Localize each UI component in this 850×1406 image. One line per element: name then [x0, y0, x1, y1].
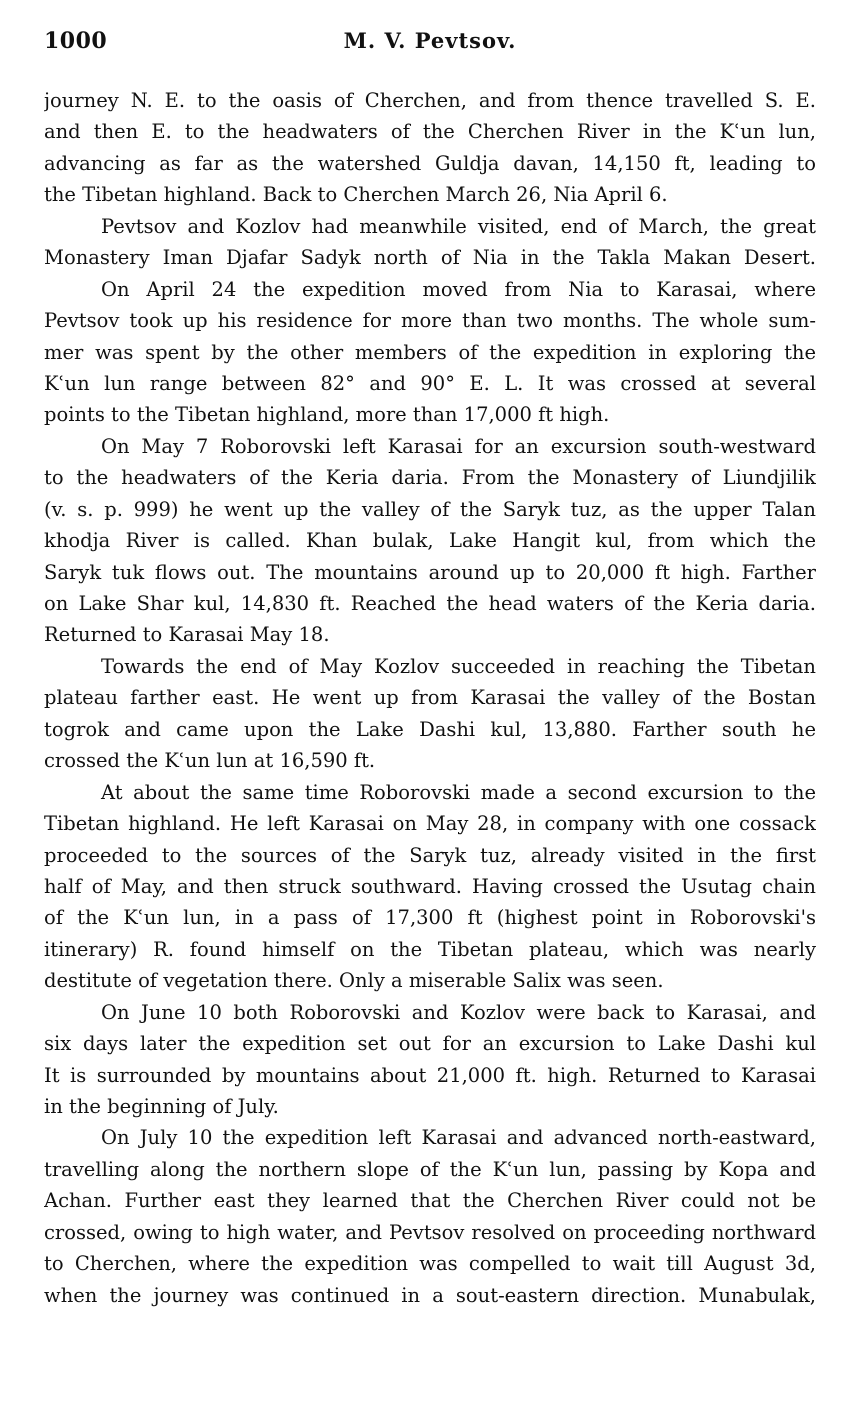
paragraph — [44, 1122, 816, 1311]
text-line: itinerary) R. found himself on the Tibetan plateau, which was nearly — [44, 937, 816, 961]
text-line: Saryk tuk flows out. The mountains around up to 20,000 ft high. Farther — [44, 560, 816, 584]
text-line: On June 10 both Roborovski and Kozlov were back to Karasai, and — [101, 1000, 816, 1024]
text-line: of the Kʿun lun, in a pass of 17,300 ft (highest point in Roborovski's — [44, 906, 816, 930]
body-text — [44, 85, 816, 1311]
text-line: On May 7 Roborovski left Karasai for an excursion south-westward — [101, 434, 816, 458]
text-line: and then E. to the headwaters of the Cherchen River in the Kʿun lun, — [44, 120, 816, 144]
paragraph — [44, 651, 816, 777]
text-line: plateau farther east. He went up from Karasai the valley of the Bostan — [44, 686, 816, 710]
text-line: the Tibetan highland. Back to Cherchen March 26, Nia April 6. — [44, 183, 668, 207]
text-line: togrok and came upon the Lake Dashi kul, 13,880. Farther south he — [44, 717, 816, 741]
text-line: On April 24 the expedition moved from Nia to Karasai, where — [101, 277, 816, 301]
text-line: in the beginning of July. — [44, 1095, 279, 1118]
page-header — [44, 28, 816, 60]
text-line: to Cherchen, where the expedition was compelled to wait till August 3d, — [44, 1252, 816, 1276]
paragraph — [44, 211, 816, 274]
text-line: Achan. Further east they learned that the Cherchen River could not be — [44, 1189, 816, 1213]
text-line: crossed, owing to high water, and Pevtsov resolved on proceeding northward — [44, 1220, 816, 1244]
text-line: Monastery Iman Djafar Sadyk north of Nia in the Takla Makan Desert. — [44, 246, 816, 270]
text-line: khodja River is called. Khan bulak, Lake Hangit kul, from which the — [44, 529, 816, 553]
running-head: M. V. Pevtsov. — [343, 28, 517, 53]
paragraph — [44, 997, 816, 1123]
paragraph — [44, 777, 816, 997]
text-line: mer was spent by the other members of the expedition in exploring the — [44, 340, 816, 364]
paragraph — [44, 274, 816, 431]
text-line: journey N. E. to the oasis of Cherchen, and from thence travelled S. E. — [44, 89, 816, 112]
text-line: to the headwaters of the Keria daria. From the Monastery of Liundjilik — [44, 466, 816, 490]
paragraph — [44, 431, 816, 651]
text-line: advancing as far as the watershed Guldja davan, 14,150 ft, leading to — [44, 151, 816, 175]
text-line: on Lake Shar kul, 14,830 ft. Reached the head waters of the Keria daria. — [44, 592, 816, 615]
text-line: Kʿun lun range between 82° and 90° E. L. It was crossed at several — [44, 371, 816, 395]
text-line: Pevtsov took up his residence for more than two months. The whole sum- — [44, 309, 816, 333]
text-line: It is surrounded by mountains about 21,000 ft. high. Returned to Karasai — [44, 1063, 816, 1087]
text-line: points to the Tibetan highland, more than 17,000 ft high. — [44, 403, 610, 427]
text-line: Returned to Karasai May 18. — [44, 623, 330, 647]
text-line: Tibetan highland. He left Karasai on May 28, in company with one cossack — [44, 812, 816, 836]
page-number: 1000 — [44, 28, 108, 54]
text-line: Pevtsov and Kozlov had meanwhile visited, end of March, the great — [101, 214, 816, 238]
text-line: travelling along the northern slope of the Kʿun lun, passing by Kopa and — [44, 1157, 816, 1181]
text-line: proceeded to the sources of the Saryk tuz, already visited in the first — [44, 843, 816, 867]
text-line: half of May, and then struck southward. Having crossed the Usutag chain — [44, 874, 816, 898]
text-line: crossed the Kʿun lun at 16,590 ft. — [44, 749, 376, 773]
paragraph — [44, 85, 816, 211]
text-line: Towards the end of May Kozlov succeeded in reaching the Tibetan — [101, 654, 816, 678]
text-line: when the journey was continued in a sout-eastern direction. Munabulak, — [44, 1283, 816, 1307]
text-line: At about the same time Roborovski made a second excursion to the — [101, 780, 816, 804]
text-line: On July 10 the expedition left Karasai and advanced north-eastward, — [101, 1126, 816, 1150]
text-line: six days later the expedition set out for an excursion to Lake Dashi kul — [44, 1032, 816, 1056]
text-line: destitute of vegetation there. Only a miserable Salix was seen. — [44, 969, 664, 993]
text-line: (v. s. p. 999) he went up the valley of the Saryk tuz, as the upper Talan — [44, 497, 816, 521]
